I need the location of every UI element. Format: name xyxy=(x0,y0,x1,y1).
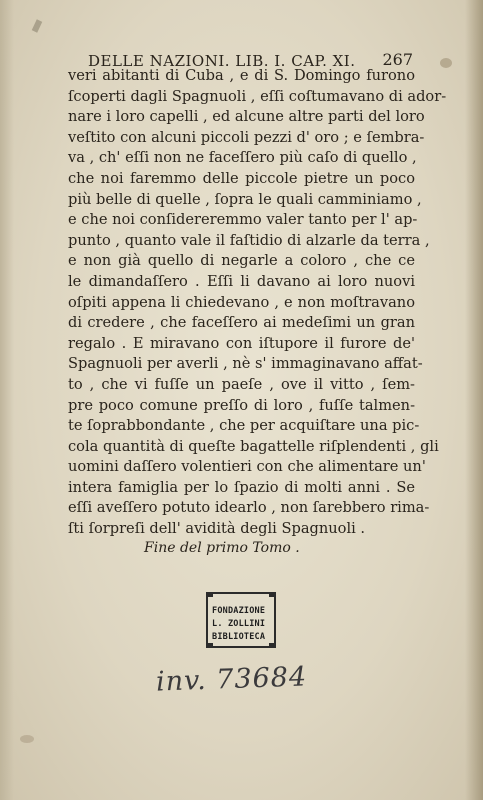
text-line: va , ch' eſſi non ne faceſſero più caſo di quello , xyxy=(68,149,417,167)
library-stamp xyxy=(206,592,276,648)
ink-smudge xyxy=(440,58,452,68)
text-line: intera famiglia per lo ſpazio di molti anni . Se xyxy=(68,478,415,496)
margin-mark xyxy=(32,19,43,32)
text-line: te ſoprabbondante , che per acquiſtare una pic- xyxy=(68,417,420,435)
text-line: regalo . E miravano con iſtupore il furore de' xyxy=(68,334,415,352)
text-line: ſcoperti dagli Spagnuoli , eſſi coſtumavano di ador- xyxy=(68,87,447,105)
text-line: ſti ſorpreſi dell' avidità degli Spagnuoli . xyxy=(68,520,366,538)
body-text xyxy=(68,66,447,540)
text-line: oſpiti appena li chiedevano , e non moſtravano xyxy=(68,293,415,311)
running-head-title: DELLE NAZIONI. LIB. I. CAP. XI. xyxy=(88,52,356,70)
stamp-corner xyxy=(206,643,213,648)
end-of-volume-note: Fine del primo Tomo . xyxy=(144,540,300,556)
inventory-number: inv. 73684 xyxy=(155,661,308,698)
text-line: di credere , che faceſſero ai medeſimi un gran xyxy=(68,314,415,332)
text-line: nare i loro capelli , ed alcune altre parti del loro xyxy=(68,108,425,126)
page-number: 267 xyxy=(382,50,413,69)
page-gutter-shadow xyxy=(0,0,14,800)
text-line: e non già quello di negarle a coloro , che ce xyxy=(68,252,415,270)
text-line: punto , quanto vale il faſtidio di alzarle da terra , xyxy=(68,231,430,249)
foxing-spot xyxy=(20,735,34,743)
text-line: e che noi conſidereremmo valer tanto per l' ap- xyxy=(68,211,418,229)
stamp-corner xyxy=(206,592,213,597)
text-line: che noi faremmo delle piccole pietre un poco xyxy=(68,169,415,187)
text-line: veſtito con alcuni piccoli pezzi d' oro ; e ſembra- xyxy=(68,128,425,146)
text-line: Spagnuoli per averli , nè s' immaginavano affat- xyxy=(68,355,423,373)
text-line: le dimandaſſero . Eſſi li davano ai loro nuovi xyxy=(68,272,415,290)
text-line: eſſi aveſſero potuto idearlo , non ſarebbero rima- xyxy=(68,499,430,517)
text-line: più belle di quelle , ſopra le quali camminiamo , xyxy=(68,190,422,208)
stamp-line-3: BIBLIOTECA xyxy=(212,632,266,642)
text-line: to , che vi fuſſe un paeſe , ove il vitto , ſem- xyxy=(68,375,415,393)
stamp-corner xyxy=(269,592,276,597)
stamp-corner xyxy=(269,643,276,648)
text-line: uomini daſſero volentieri con che alimentare un' xyxy=(68,458,426,476)
text-line: pre poco comune preſſo di loro , fuſſe talmen- xyxy=(68,396,415,414)
page-edge-shadow xyxy=(465,0,483,800)
text-line: veri abitanti di Cuba , e di S. Domingo furono xyxy=(68,67,415,84)
text-line: cola quantità di queſte bagattelle riſplendenti , gli xyxy=(68,437,439,455)
stamp-line-2: L. ZOLLINI xyxy=(212,619,266,629)
stamp-line-1: FONDAZIONE xyxy=(212,606,266,616)
